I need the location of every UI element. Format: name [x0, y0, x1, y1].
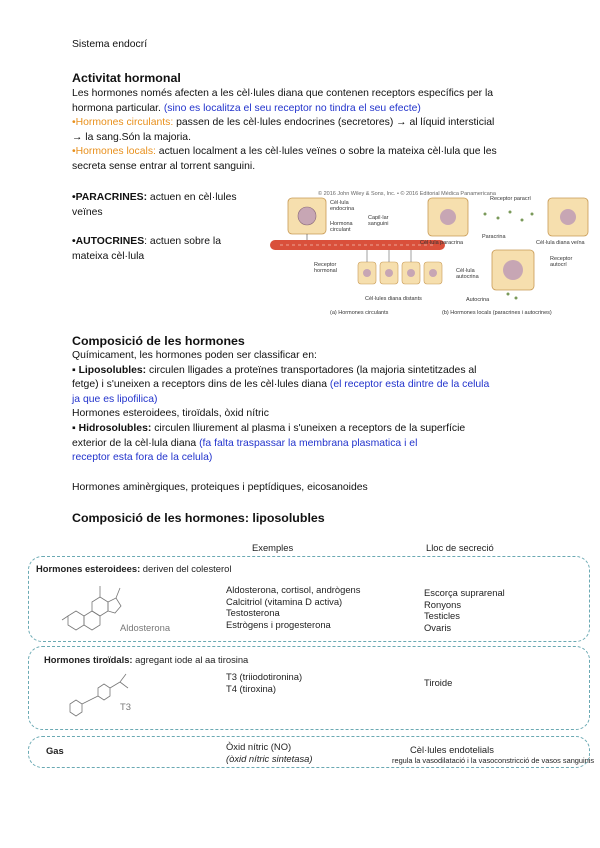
paragraph-line: secreta sense entrar al torrent sanguini. [72, 160, 256, 172]
places-list: Tiroide [424, 677, 453, 688]
figure-label: Cèl·lula endocrina [330, 200, 355, 212]
figure-label: Receptor paracrí [490, 196, 531, 202]
examples-list: Òxid nítric (NO) (òxid nítric sintetasa) [226, 741, 313, 764]
note-text: receptor esta fora de la celula) [72, 452, 213, 464]
places-list: Escorça suprarenal Ronyons Testicles Ovaris [424, 587, 505, 633]
figure-label: Cèl·lules diana distants [365, 296, 422, 302]
note-text: regula la vasodilatació i la vasoconstricció de vasos sanguinis [392, 756, 595, 765]
column-header-place: Lloc de secreció [426, 542, 494, 553]
highlight-label: •Hormones circulants: [72, 117, 174, 129]
hidrosolubles-examples: Hormones aminèrgiques, proteiques i peptídiques, eicosanoides [72, 482, 368, 493]
examples-list: Aldosterona, cortisol, andrògens Calcitriol (vitamina D activa) Testosterona Estrògens i progesterona [226, 584, 361, 630]
figure-caption: (b) Hormones locals (paracrines i autocrines) [442, 310, 552, 316]
section-title-liposolubles: Composició de les hormones: liposolubles [72, 511, 325, 525]
examples-list: T3 (triiodotironina) T4 (tiroxina) [226, 671, 303, 694]
paragraph-line: hormona particular. (sino es localitza el seu receptor no tindra el seu efecte) [72, 102, 421, 114]
molecule-caption: Aldosterona [120, 622, 171, 633]
note-text: (sino es localitza el seu receptor no tindra el seu efecte) [163, 102, 421, 114]
paracrines-text: •PARACRINES: actuen en cèl·lules veïnes [72, 192, 237, 218]
document-title: Sistema endocrí [72, 39, 148, 50]
autocrines-text: •AUTOCRINES: actuen sobre la mateixa cèl·lula [72, 236, 221, 262]
figure-label: Cèl·lula diana veïna [536, 240, 585, 246]
figure-copyright: © 2016 John Wiley & Sons, Inc. • © 2016 Editorial Médica Panamericana [318, 191, 496, 197]
paragraph-line: •Hormones circulants: passen de les cèl·lules endocrines (secretores) → al líquid intersticial [72, 117, 495, 129]
column-header-examples: Exemples [252, 542, 294, 553]
figure-caption: (a) Hormones circulants [330, 310, 389, 316]
paragraph-line: → la sang.Són la majoria. [72, 131, 191, 143]
figure-label: Receptor hormonal [314, 262, 337, 274]
highlight-label: •Hormones locals: [72, 146, 156, 158]
paragraph-line: Les hormones només afecten a les cèl·lules diana que contenen receptors específics per la [72, 88, 494, 99]
paragraph-line: •Hormones locals: actuen localment a les cèl·lules veïnes o sobre la mateixa cèl·lula que les [72, 146, 497, 158]
figure-label: Capil·lar sanguini [368, 215, 389, 227]
note-text: (fa falta traspassar la membrana plasmatica i el [199, 437, 418, 449]
section-title-activitat: Activitat hormonal [72, 71, 181, 85]
row-label: Hormones esteroidees: deriven del colesterol [36, 563, 232, 574]
note-text: ja que es lipofilica) [72, 393, 158, 405]
figure-label: Paracrina [482, 234, 506, 240]
figure-label: Receptor autocrí [550, 256, 573, 268]
figure-label: Hormona circulant [330, 221, 353, 233]
hormone-figure [270, 190, 592, 322]
figure-label: Autocrina [466, 297, 490, 303]
row-label: Gas [46, 745, 64, 756]
molecule-caption: T3 [120, 701, 131, 712]
figure-label: Cèl·lula autocrina [456, 268, 479, 280]
section-title-composicio: Composició de les hormones [72, 334, 245, 348]
row-label: Hormones tiroïdals: agregant iode al aa tirosina [44, 654, 249, 665]
hormone-figure-drawing [270, 190, 592, 322]
section-activitat-body [72, 87, 542, 175]
note-text: (el receptor esta dintre de la celula [329, 379, 490, 391]
places-list: Cèl·lules endotelials [410, 744, 494, 755]
figure-label: Cèl·lula paracrina [420, 240, 464, 246]
section-composicio-body: Químicament, les hormones poden ser classificar en: ▪ Liposolubles: circulen lligades a proteïnes transportadores (la majoria sintetitzades al fetge) i s'uneixen a receptors dins de les cèl·lules diana (el receptor esta dintre de la celula ja que es lipofilica) Hormones esteroidees, tiroïdals, òxid nítric ▪ Hidrosolubles: circulen lliurement al plasma i s'uneixen a receptors de la superfície exterior de la cèl·lula diana (fa falta traspassar la membrana plasmatica i el receptor esta fora de la celula) [72, 349, 552, 466]
